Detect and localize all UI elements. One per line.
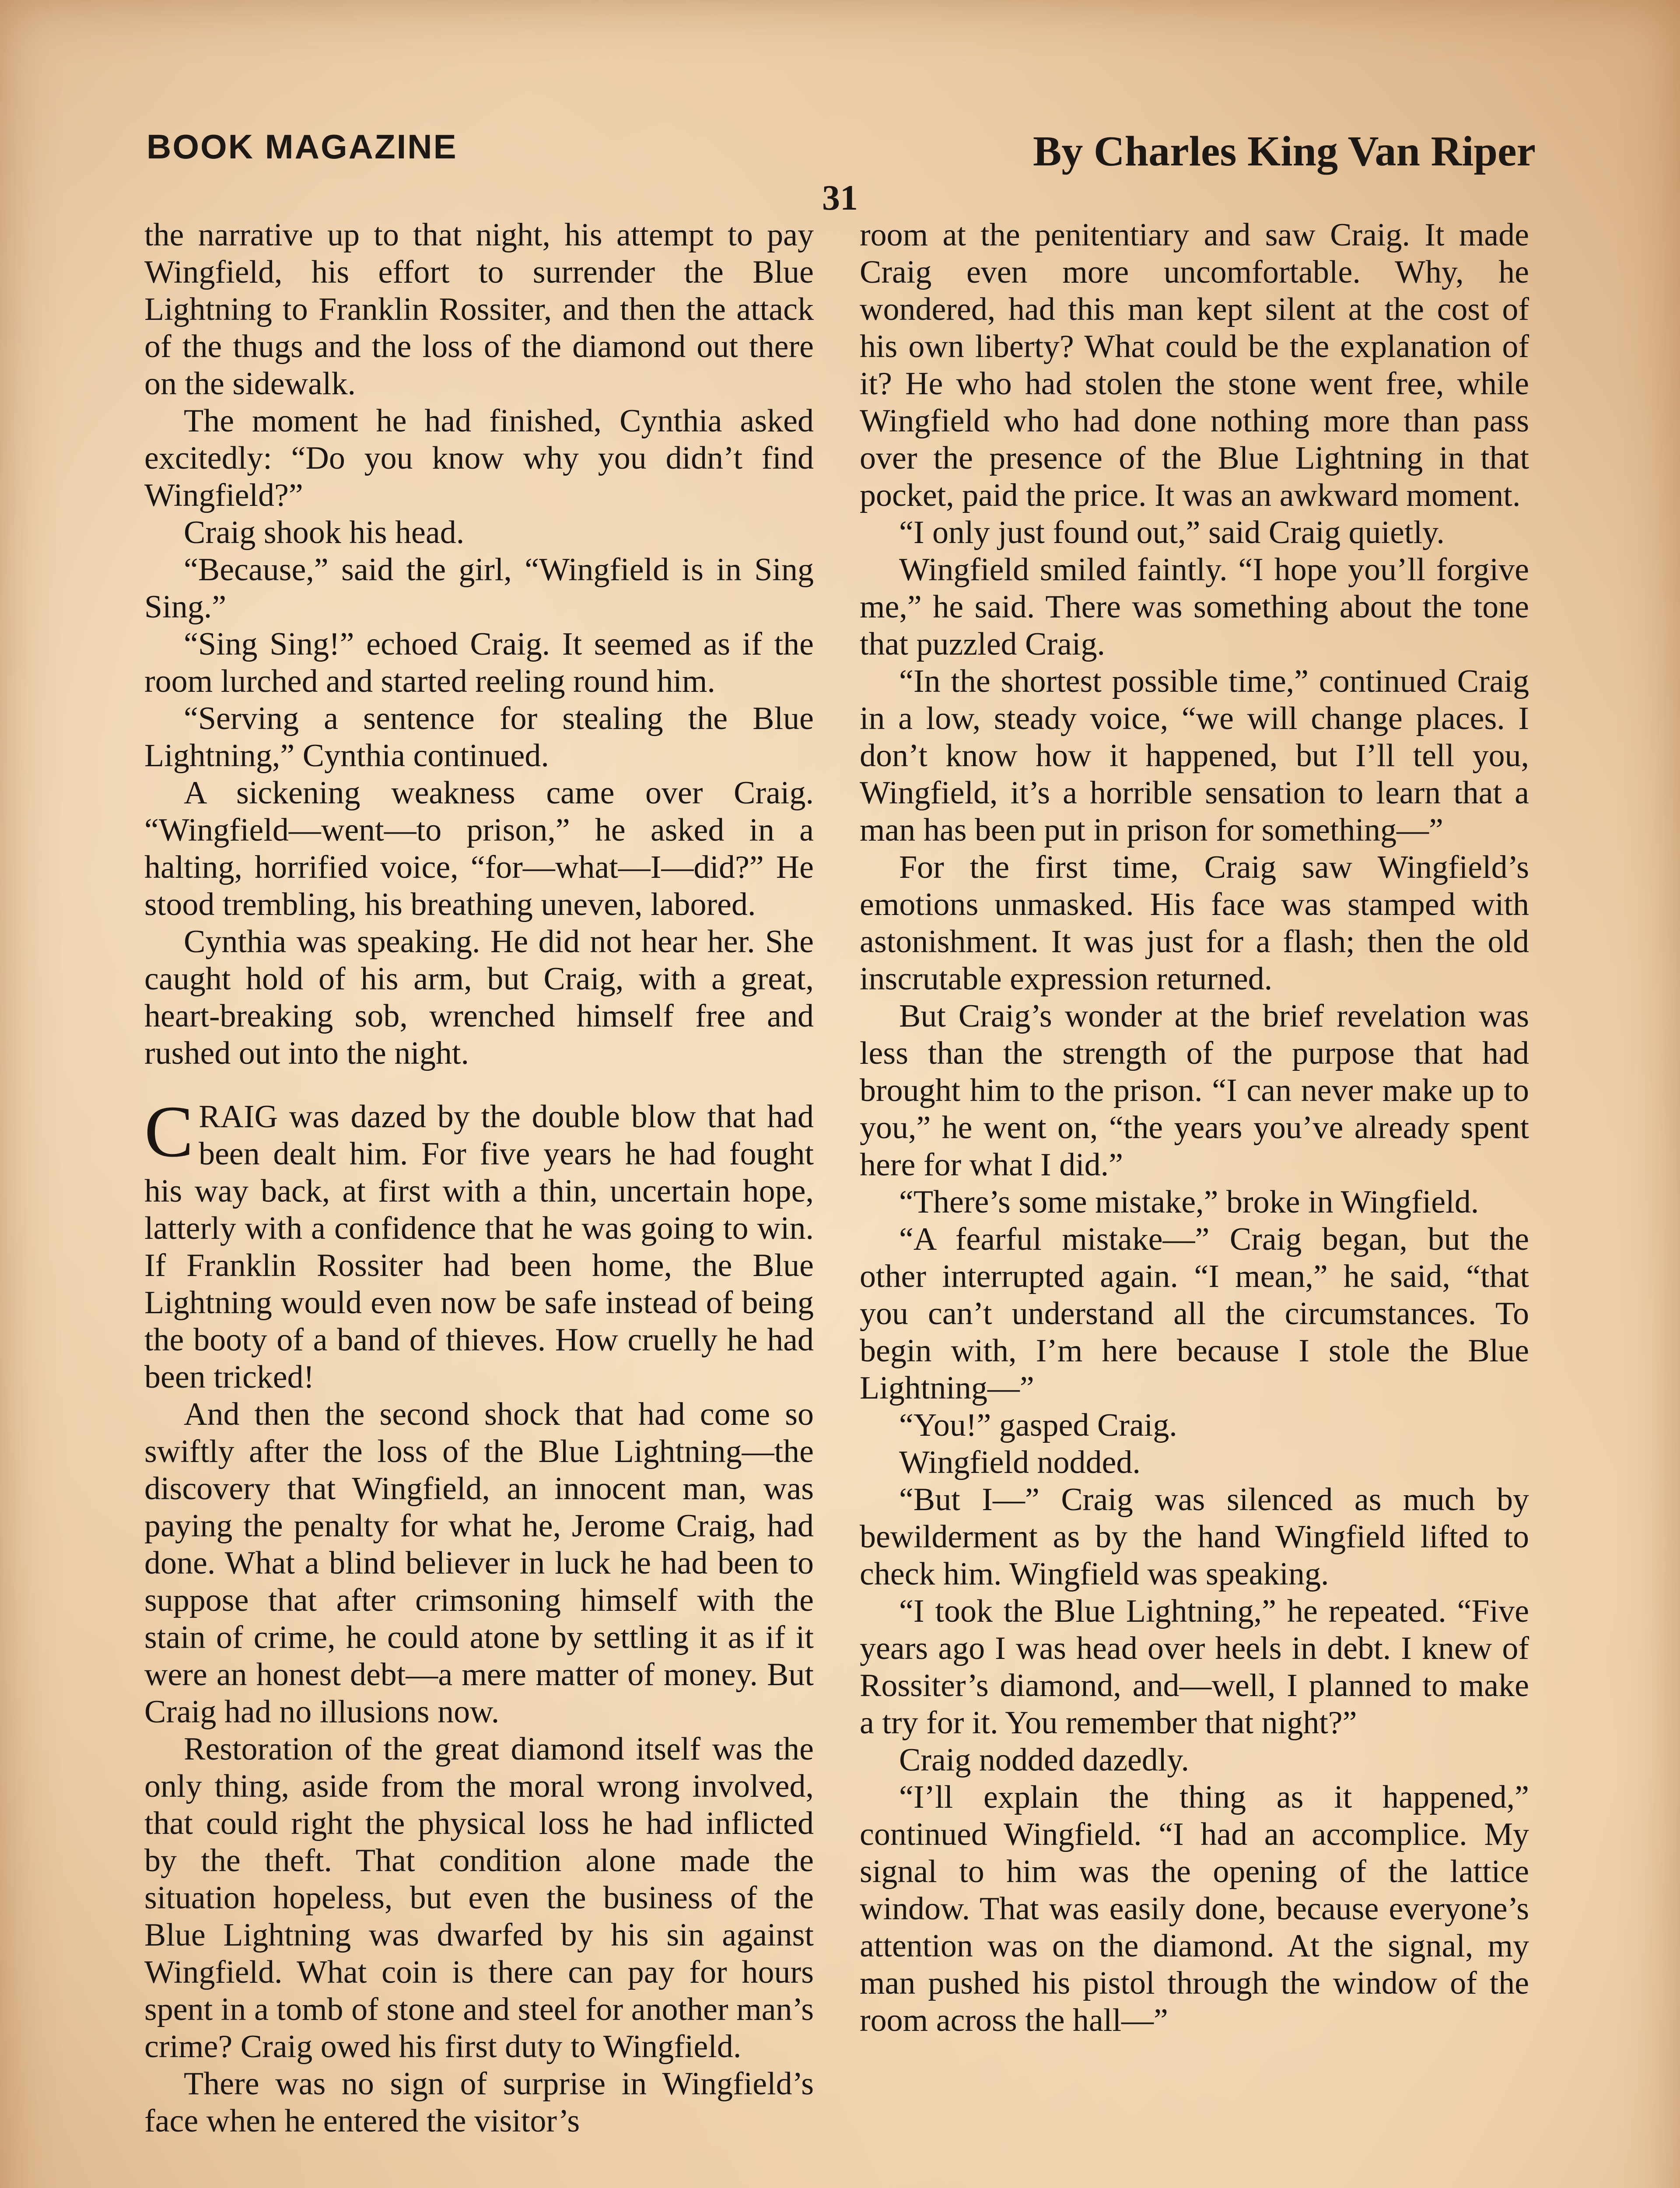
drop-cap: C [144, 1091, 194, 1172]
paragraph: Cynthia was speaking. He did not hear her. She caught hold of his arm, but Craig, with a great, heart-breaking sob, wrenched himself free and rushed out into the night. [144, 924, 814, 1071]
author-byline: By Charles King Van Riper [1033, 128, 1536, 175]
paragraph: the narrative up to that night, his attempt to pay Wingfield, his effort to surrender the Blue Lightning to Franklin Rossiter, and then the attack of the thugs and the loss of the diamond out there on the sidewalk. [144, 217, 814, 402]
left-column [144, 217, 814, 2140]
right-column [860, 217, 1529, 2039]
paragraph: “Because,” said the girl, “Wingfield is in Sing Sing.” [144, 552, 814, 625]
paragraph: Craig nodded dazedly. [899, 1742, 1190, 1778]
paragraph: “A fearful mistake—” Craig began, but the other interrupted again. “I mean,” he said, “that you can’t understand all the circumstances. To begin with, I’m here because I stole the Blue Lightning—” [860, 1221, 1529, 1406]
paragraph: Wingfield nodded. [899, 1445, 1141, 1480]
section-opening-paragraph [144, 1091, 814, 1396]
paragraph: Restoration of the great diamond itself was the only thing, aside from the moral wrong involved, that could right the physical loss he had inflicted by the theft. That condition alone made the situation hopeless, but even the business of the Blue Lightning was dwarfed by his sin against Wingfield. What coin is there can pay for hours spent in a tomb of stone and steel for another man’s crime? Craig owed his first duty to Wingfield. [144, 1731, 814, 2065]
paragraph: For the first time, Craig saw Wingfield’s emotions unmasked. His face was stamped with astonishment. It was just for a flash; then the old inscrutable expression returned. [860, 849, 1529, 997]
magazine-title: BOOK MAGAZINE [147, 127, 458, 166]
paragraph: “I’ll explain the thing as it happened,” continued Wingfield. “I had an accomplice. My signal to him was the opening of the lattice window. That was easily done, because everyone’s attention was on the diamond. At the signal, my man pushed his pistol through the window of the room across the hall—” [860, 1779, 1529, 2038]
paragraph: Craig shook his head. [184, 515, 465, 551]
paragraph: “There’s some mistake,” broke in Wingfield. [899, 1184, 1479, 1220]
paragraph: The moment he had finished, Cynthia asked excitedly: “Do you know why you didn’t find Wingfield?” [144, 403, 814, 513]
paragraph: room at the penitentiary and saw Craig. It made Craig even more uncomfortable. Why, he wondered, had this man kept silent at the cost of his own liberty? What could be the explanation of it? He who had stolen the stone went free, while Wingfield who had done nothing more than pass over the presence of the Blue Lightning in that pocket, paid the price. It was an awkward moment. [860, 217, 1529, 513]
paragraph: A sickening weakness came over Craig. “Wingfield—went—to prison,” he asked in a halting, horrified voice, “for—what—I—did?” He stood trembling, his breathing uneven, labored. [144, 775, 814, 922]
paragraph: “But I—” Craig was silenced as much by bewilderment as by the hand Wingfield lifted to check him. Wingfield was speaking. [860, 1482, 1529, 1592]
paragraph: “In the shortest possible time,” continued Craig in a low, steady voice, “we will change places. I don’t know how it happened, but I’ll tell you, Wingfield, it’s a horrible sensation to learn that a man has been put in prison for something—” [860, 663, 1529, 848]
paragraph: “I took the Blue Lightning,” he repeated. “Five years ago I was head over heels in debt. I knew of Rossiter’s diamond, and—well, I planned to make a try for it. You remember that night?” [860, 1593, 1529, 1741]
paragraph: There was no sign of surprise in Wingfield’s face when he entered the visitor’s [144, 2066, 814, 2139]
paragraph: Wingfield smiled faintly. “I hope you’ll forgive me,” he said. There was something about the tone that puzzled Craig. [860, 552, 1529, 662]
paragraph: “Serving a sentence for stealing the Blue Lightning,” Cynthia continued. [144, 701, 814, 774]
paragraph: “You!” gasped Craig. [899, 1407, 1177, 1443]
paragraph: “Sing Sing!” echoed Craig. It seemed as if the room lurched and started reeling round him. [144, 626, 814, 699]
paragraph: “I only just found out,” said Craig quietly. [899, 515, 1445, 551]
page-number: 31 [822, 178, 858, 217]
paragraph-text: RAIG was dazed by the double blow that had been dealt him. For five years he had fought his way back, at first with a thin, uncertain hope, latterly with a confidence that he was going to win. If Franklin Rossiter had been home, the Blue Lightning would even now be safe instead of being the booty of a band of thieves. How cruelly he had been tricked! [144, 1099, 814, 1395]
paragraph: But Craig’s wonder at the brief revelation was less than the strength of the purpose that had brought him to the prison. “I can never make up to you,” he went on, “the years you’ve already spent here for what I did.” [860, 998, 1529, 1183]
paragraph: And then the second shock that had come so swiftly after the loss of the Blue Lightning—the discovery that Wingfield, an innocent man, was paying the penalty for what he, Jerome Craig, had done. What a blind believer in luck he had been to suppose that after crimsoning himself with the stain of crime, he could atone by settling it as if it were an honest debt—a mere matter of money. But Craig had no illusions now. [144, 1396, 814, 1730]
